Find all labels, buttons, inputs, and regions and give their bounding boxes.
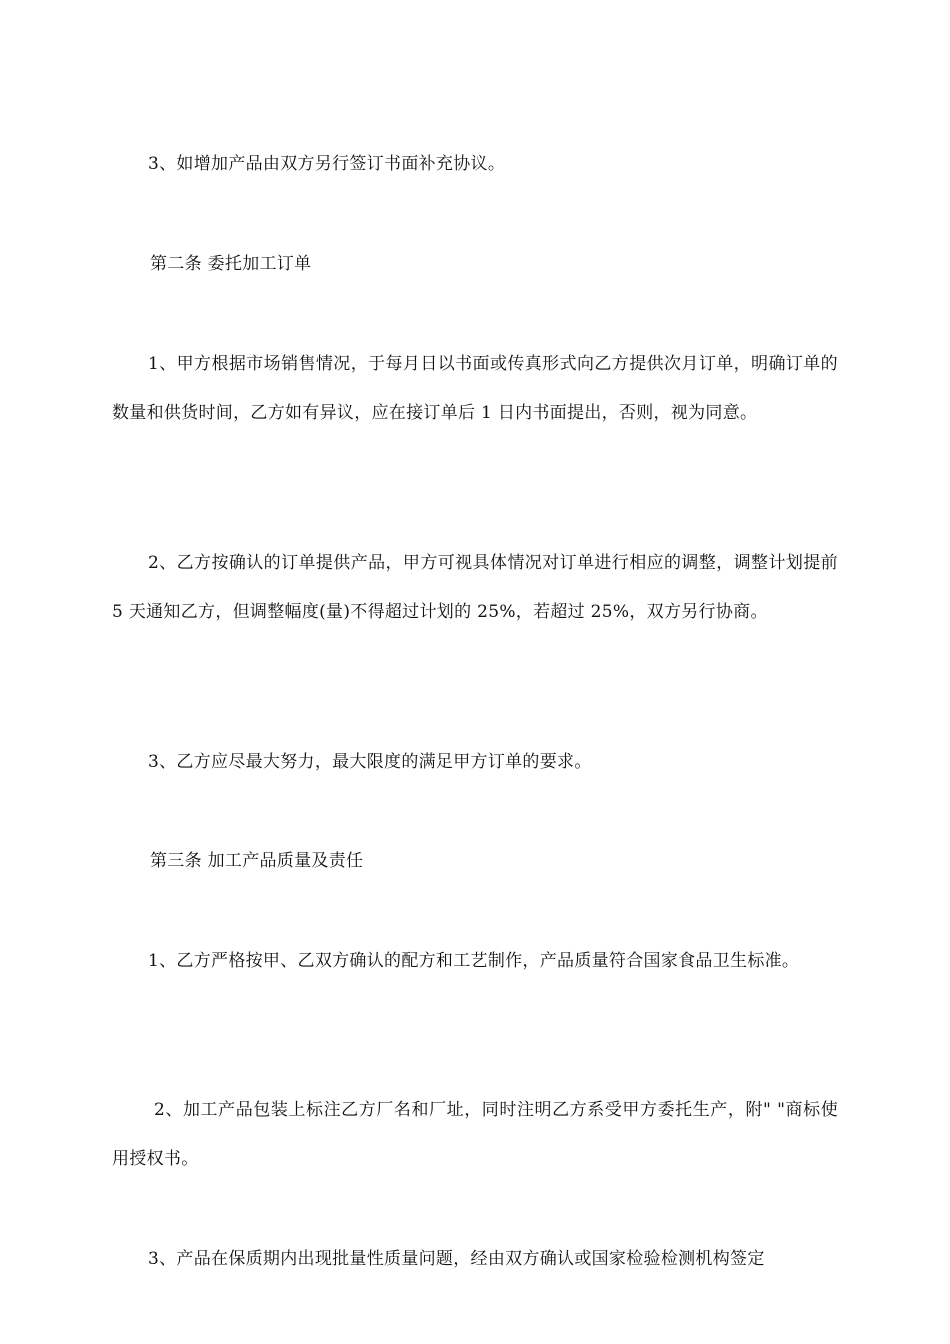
heading-article-3: 第三条 加工产品质量及责任 xyxy=(150,851,364,871)
paragraph-packaging-label: 2、加工产品包装上标注乙方厂名和厂址，同时注明乙方系受甲方委托生产，附" "商标使用授权书。 xyxy=(112,1100,838,1169)
paragraph-quality-standard: 1、乙方严格按甲、乙双方确认的配方和工艺制作，产品质量符合国家食品卫生标准。 xyxy=(148,951,800,971)
paragraph-order-effort: 3、乙方应尽最大努力，最大限度的满足甲方订单的要求。 xyxy=(148,752,592,772)
paragraph-order-adjustment: 2、乙方按确认的订单提供产品，甲方可视具体情况对订单进行相应的调整，调整计划提前 5 天通知乙方，但调整幅度(量)不得超过计划的 25%，若超过 25%，双方另行协商。 xyxy=(112,553,838,622)
paragraph-quality-issue: 3、产品在保质期内出现批量性质量问题，经由双方确认或国家检验检测机构签定 xyxy=(148,1249,765,1269)
paragraph-order-schedule: 1、甲方根据市场销售情况，于每月日以书面或传真形式向乙方提供次月订单，明确订单的数量和供货时间，乙方如有异议，应在接订单后 1 日内书面提出，否则，视为同意。 xyxy=(112,354,838,423)
heading-article-2: 第二条 委托加工订单 xyxy=(150,254,312,274)
paragraph-supplement-agreement: 3、如增加产品由双方另行签订书面补充协议。 xyxy=(148,154,506,174)
